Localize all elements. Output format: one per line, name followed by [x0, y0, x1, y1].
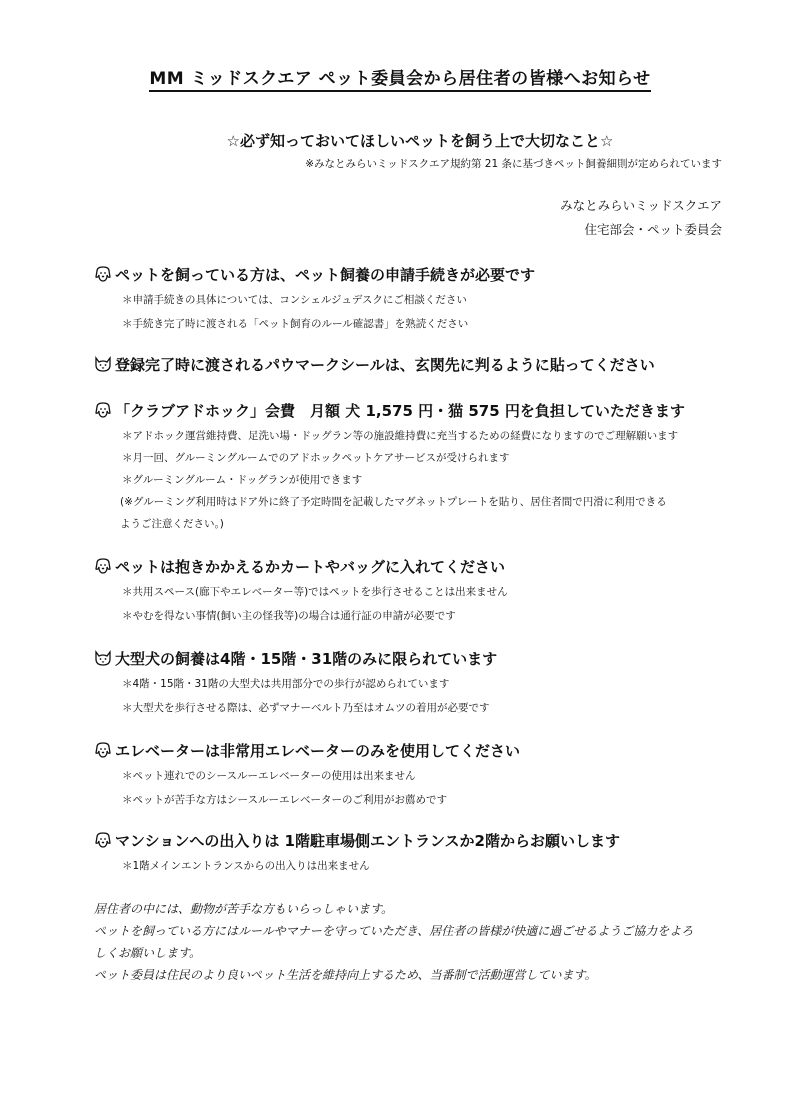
cat-face-icon: [94, 356, 112, 372]
closing-line: ペットを飼っている方にはルールやマナーを守っていただき、居住者の皆様が快適に過ごせるようご協力をよろ: [94, 924, 694, 938]
bullet-item: ＊月一回、グルーミングルームでのアドホックペットケアサービスが受けられます: [122, 452, 510, 464]
bullet-note: ようご注意ください。): [120, 518, 224, 530]
org-committee: 住宅部会・ペット委員会: [584, 222, 722, 237]
bullet-item: ＊手続き完了時に渡される「ペット飼育のルール確認書」を熟読ください: [122, 318, 469, 330]
bullet-item: ＊グルーミングルーム・ドッグランが使用できます: [122, 474, 363, 486]
dog-face-icon: [94, 832, 112, 848]
bullet-item: ＊1階メインエントランスからの出入りは出来ません: [122, 860, 370, 872]
org-name: みなとみらいミッドスクエア: [560, 198, 722, 213]
dog-face-icon: [94, 266, 112, 282]
bullet-item: ＊4階・15階・31階の大型犬は共用部分での歩行が認められています: [122, 678, 450, 690]
closing-line: 居住者の中には、動物が苦手な方もいらっしゃいます。: [94, 902, 394, 916]
bullet-item: ＊申請手続きの具体については、コンシェルジュデスクにご相談ください: [122, 294, 467, 306]
section-heading: ペットを飼っている方は、ペット飼養の申請手続きが必要です: [94, 264, 535, 285]
closing-paragraph: [94, 898, 734, 986]
bullet-item: ＊共用スペース(廊下やエレベーター等)ではペットを歩行させることは出来ません: [122, 586, 508, 598]
dog-face-icon: [94, 402, 112, 418]
subtitle: ☆必ず知っておいてほしいペットを飼う上で大切なこと☆: [226, 132, 614, 150]
dog-face-icon: [94, 558, 112, 574]
dog-face-icon: [94, 742, 112, 758]
section-heading: 登録完了時に渡されるパウマークシールは、玄関先に判るように貼ってください: [94, 354, 655, 375]
closing-line: しくお願いします。: [94, 946, 202, 960]
section-heading: エレベーターは非常用エレベーターのみを使用してください: [94, 740, 520, 761]
closing-line: ペット委員は住民のより良いペット生活を維持向上するため、当番制で活動運営しています。: [94, 968, 597, 982]
bullet-item: ＊アドホック運営維持費、足洗い場・ドッグラン等の施設維持費に充当するための経費になりますのでご理解願います: [122, 430, 679, 442]
section-heading: 大型犬の飼養は4階・15階・31階のみに限られています: [94, 648, 497, 669]
regulation-note: ※みなとみらいミッドスクエア規約第 21 条に基づきペット飼養細則が定められています: [305, 158, 722, 170]
section-heading: ペットは抱きかかえるかカートやバッグに入れてください: [94, 556, 505, 577]
section-heading: 「クラブアドホック」会費 月額 犬 1,575 円・猫 575 円を負担していただきます: [94, 400, 685, 421]
bullet-item: ＊大型犬を歩行させる際は、必ずマナーベルト乃至はオムツの着用が必要です: [122, 702, 490, 714]
bullet-item: ＊やむを得ない事情(飼い主の怪我等)の場合は通行証の申請が必要です: [122, 610, 456, 622]
bullet-item: ＊ペットが苦手な方はシースルーエレベーターのご利用がお薦めです: [122, 794, 447, 806]
cat-face-icon: [94, 650, 112, 666]
bullet-item: ＊ペット連れでのシースルーエレベーターの使用は出来ません: [122, 770, 416, 782]
section-heading: マンションへの出入りは 1階駐車場側エントランスか2階からお願いします: [94, 830, 620, 851]
bullet-note: (※グルーミング利用時はドア外に終了予定時間を記載したマグネットプレートを貼り、居住者間で円滑に利用できる: [120, 496, 667, 508]
page-title: MM ミッドスクエア ペット委員会から居住者の皆様へお知らせ: [0, 64, 800, 89]
